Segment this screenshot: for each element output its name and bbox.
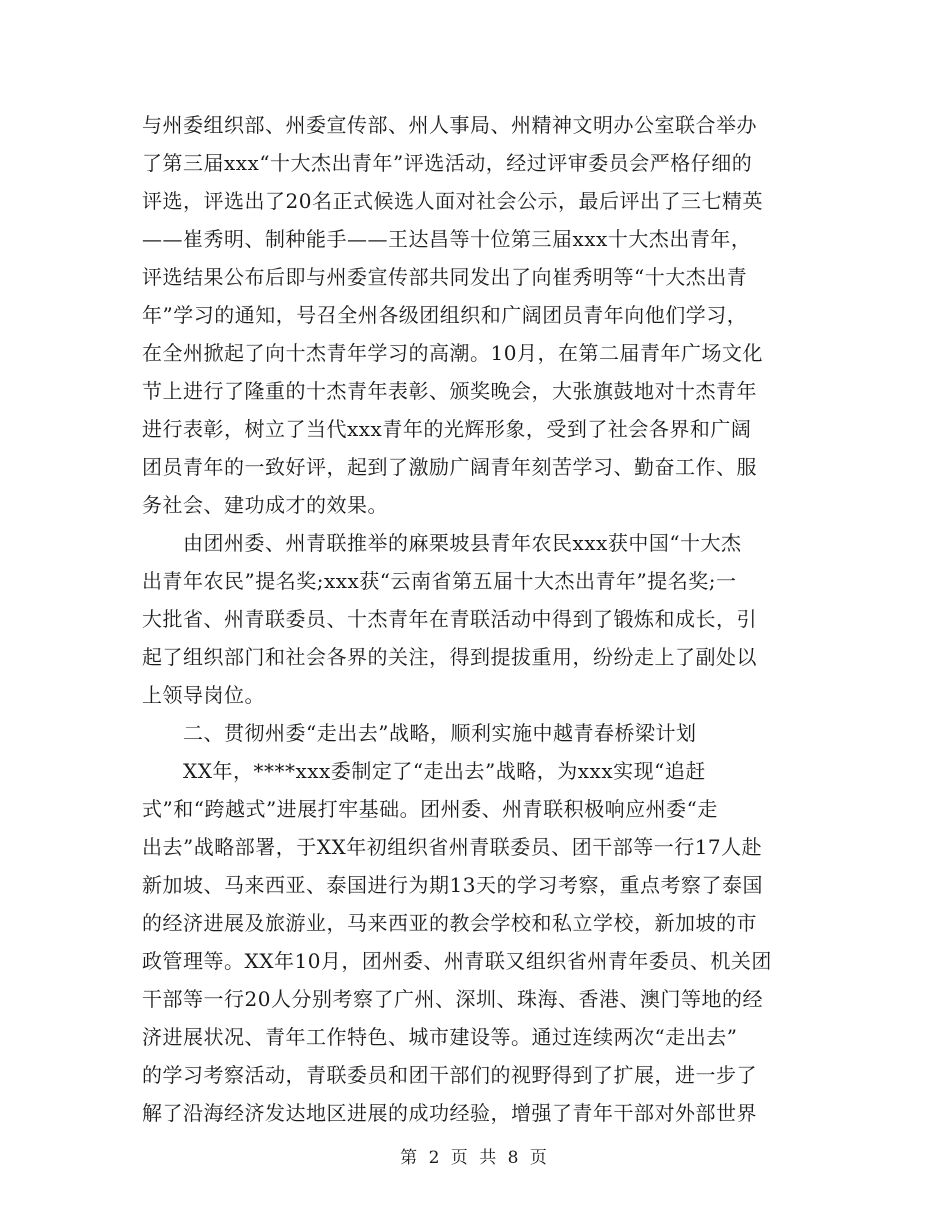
text-line: 与州委组织部、州委宣传部、州人事局、州精神文明办公室联合举办 — [142, 113, 757, 137]
text-line: 务社会、建功成才的效果。 — [142, 493, 388, 517]
text-line: 政管理等。XX年10月，团州委、州青联又组织省州青年委员、机关团 — [142, 949, 772, 973]
text-line: 大批省、州青联委员、十杰青年在青联活动中得到了锻炼和成长，引 — [142, 607, 757, 631]
text-line: 节上进行了隆重的十杰青年表彰、颁奖晚会，大张旗鼓地对十杰青年 — [142, 379, 757, 403]
text-line: ——崔秀明、制种能手——王达昌等十位第三届xxx十大杰出青年， — [142, 227, 752, 251]
text-line: 起了组织部门和社会各界的关注，得到提拔重用，纷纷走上了副处以 — [142, 645, 757, 669]
text-line: 式”和“跨越式”进展打牢基础。团州委、州青联积极响应州委“走 — [142, 797, 718, 821]
text-line: 进行表彰，树立了当代xxx青年的光辉形象，受到了社会各界和广阔 — [142, 417, 752, 441]
text-line: 出去”战略部署，于XX年初组织省州青联委员、团干部等一行17人赴 — [142, 835, 763, 859]
text-line: 了第三届xxx“十大杰出青年”评选活动，经过评审委员会严格仔细的 — [142, 151, 753, 175]
text-line: 评选，评选出了20名正式候选人面对社会公示，最后评出了三七精英 — [142, 189, 763, 213]
document-body — [142, 106, 802, 1132]
section-heading: 二、贯彻州委“走出去”战略，顺利实施中越青春桥梁计划 — [142, 721, 697, 745]
text-line: 年”学习的通知，号召全州各级团组织和广阔团员青年向他们学习， — [142, 303, 748, 327]
text-line: 出青年农民”提名奖;xxx获“云南省第五届十大杰出青年”提名奖;一 — [142, 569, 737, 593]
text-line: 上领导岗位。 — [142, 683, 265, 707]
page-number-footer: 第 2 页 共 8 页 — [400, 1148, 550, 1168]
text-line: 干部等一行20人分别考察了广州、深圳、珠海、香港、澳门等地的经 — [142, 987, 763, 1011]
text-line: 济进展状况、青年工作特色、城市建设等。通过连续两次“走出去” — [142, 1025, 738, 1049]
text-line: 的学习考察活动，青联委员和团干部们的视野得到了扩展，进一步了 — [142, 1063, 757, 1087]
text-line: 由团州委、州青联推举的麻栗坡县青年农民xxx获中国“十大杰 — [142, 531, 742, 555]
text-line: 新加坡、马来西亚、泰国进行为期13天的学习考察，重点考察了泰国 — [142, 873, 763, 897]
text-line: 评选结果公布后即与州委宣传部共同发出了向崔秀明等“十大杰出青 — [142, 265, 748, 289]
text-line: 在全州掀起了向十杰青年学习的高潮。10月，在第二届青年广场文化 — [142, 341, 763, 365]
text-line: XX年，****xxx委制定了“走出去”战略，为xxx实现“追赶 — [142, 759, 706, 783]
text-line: 的经济进展及旅游业，马来西亚的教会学校和私立学校，新加坡的市 — [142, 911, 757, 935]
text-line: 解了沿海经济发达地区进展的成功经验，增强了青年干部对外部世界 — [142, 1101, 757, 1125]
text-line: 团员青年的一致好评，起到了激励广阔青年刻苦学习、勤奋工作、服 — [142, 455, 757, 479]
